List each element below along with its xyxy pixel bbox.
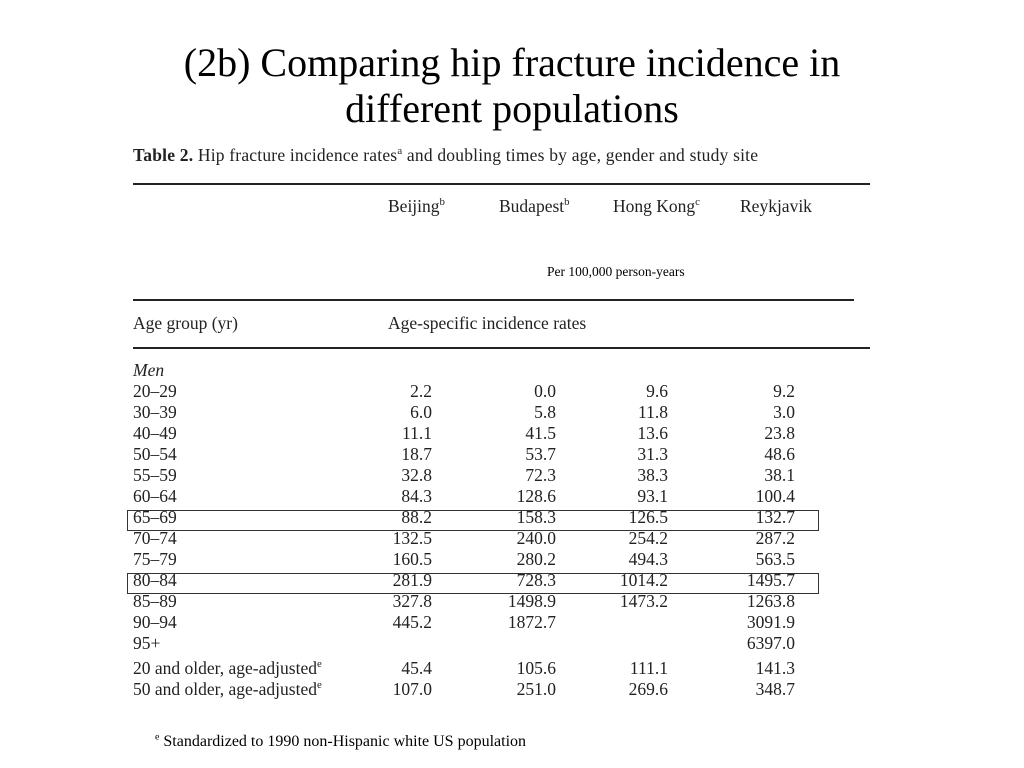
table-top-rule <box>133 183 870 185</box>
table-caption-label: Table 2. <box>133 145 194 165</box>
cell-hong-kong: 13.6 <box>637 423 668 443</box>
cell-beijing: 88.2 <box>401 507 432 527</box>
table-row <box>133 658 833 679</box>
cell-hong-kong: 126.5 <box>628 507 668 527</box>
cell-hong-kong: 494.3 <box>628 549 668 569</box>
cell-budapest: 53.7 <box>525 444 556 464</box>
cell-hong-kong: 269.6 <box>628 679 668 699</box>
cell-reykjavik: 1263.8 <box>746 591 795 611</box>
cell-beijing: 281.9 <box>392 570 432 590</box>
cell-reykjavik: 48.6 <box>764 444 795 464</box>
cell-budapest: 728.3 <box>516 570 556 590</box>
cell-budapest: 280.2 <box>516 549 556 569</box>
table-caption-text: Hip fracture incidence rates <box>197 145 398 165</box>
cell-beijing: 445.2 <box>392 612 432 632</box>
table-row <box>133 612 833 633</box>
row-label: 20–29 <box>133 381 177 401</box>
unit-note: Per 100,000 person-years <box>547 264 685 279</box>
cell-hong-kong: 31.3 <box>637 444 668 464</box>
column-header-budapest: Budapest$^b$ <box>499 196 570 216</box>
cell-reykjavik: 38.1 <box>764 465 795 485</box>
cell-budapest: 251.0 <box>516 679 556 699</box>
cell-reykjavik: 141.3 <box>755 658 795 678</box>
header-mid-rule <box>133 299 854 301</box>
cell-beijing: 18.7 <box>401 444 432 464</box>
cell-beijing: 107.0 <box>392 679 432 699</box>
row-label: 65–69 <box>133 507 177 527</box>
table-row <box>133 444 833 465</box>
cell-reykjavik: 3091.9 <box>746 612 795 632</box>
cell-hong-kong: 254.2 <box>628 528 668 548</box>
table-caption-text-rest: and doubling times by age, gender and study site <box>402 145 759 165</box>
table-row <box>133 402 833 423</box>
cell-budapest: 72.3 <box>525 465 556 485</box>
cell-budapest: 128.6 <box>516 486 556 506</box>
row-label: 70–74 <box>133 528 177 548</box>
cell-beijing: 6.0 <box>410 402 432 422</box>
cell-hong-kong: 38.3 <box>637 465 668 485</box>
table-row <box>133 549 833 570</box>
row-label: 95+ <box>133 633 161 653</box>
footnote-text: Standardized to 1990 non-Hispanic white US population <box>159 733 527 750</box>
cell-reykjavik: 6397.0 <box>746 633 795 653</box>
row-label: 30–39 <box>133 402 177 422</box>
cell-beijing: 84.3 <box>401 486 432 506</box>
table-caption-sup: a <box>397 145 403 158</box>
cell-budapest: 1498.9 <box>507 591 556 611</box>
cell-budapest: 158.3 <box>516 507 556 527</box>
cell-beijing: 45.4 <box>401 658 432 678</box>
table-row <box>133 381 833 402</box>
cell-budapest: 0.0 <box>534 381 556 401</box>
footnote <box>155 733 526 751</box>
cell-reykjavik: 9.2 <box>773 381 795 401</box>
cell-beijing: 132.5 <box>392 528 432 548</box>
cell-reykjavik: 287.2 <box>755 528 795 548</box>
cell-beijing: 2.2 <box>410 381 432 401</box>
cell-hong-kong: 93.1 <box>637 486 668 506</box>
cell-budapest: 240.0 <box>516 528 556 548</box>
cell-reykjavik: 132.7 <box>755 507 795 527</box>
cell-reykjavik: 3.0 <box>773 402 795 422</box>
cell-beijing: 32.8 <box>401 465 432 485</box>
row-label: 60–64 <box>133 486 177 506</box>
table-row <box>133 423 833 444</box>
rates-header: Age-specific incidence rates <box>388 313 587 333</box>
cell-beijing: 160.5 <box>392 549 432 569</box>
header-bottom-rule <box>133 347 870 349</box>
table-row <box>133 633 833 654</box>
row-label: 50 and older, age-adjusted$^e$ <box>133 679 322 699</box>
cell-hong-kong: 1014.2 <box>619 570 668 590</box>
cell-hong-kong: 11.8 <box>638 402 668 422</box>
column-header-beijing: Beijing$^b$ <box>388 196 445 216</box>
table-row <box>133 486 833 507</box>
row-label: 40–49 <box>133 423 177 443</box>
table-caption <box>133 145 758 166</box>
cell-reykjavik: 100.4 <box>755 486 795 506</box>
row-label: 50–54 <box>133 444 177 464</box>
cell-reykjavik: 563.5 <box>755 549 795 569</box>
slide-title-line-1: (2b) Comparing hip fracture incidence in <box>183 40 841 85</box>
table-row <box>133 591 833 612</box>
slide-title <box>0 40 1024 132</box>
slide-title-line-2: different populations <box>345 86 679 131</box>
column-header-hong-kong: Hong Kong$^c$ <box>613 196 700 216</box>
table-row <box>133 679 833 700</box>
cell-hong-kong: 1473.2 <box>619 591 668 611</box>
row-label: 85–89 <box>133 591 177 611</box>
row-label: 80–84 <box>133 570 177 590</box>
cell-beijing: 11.1 <box>402 423 432 443</box>
cell-budapest: 105.6 <box>516 658 556 678</box>
highlight-box-65-69 <box>127 510 819 531</box>
cell-reykjavik: 1495.7 <box>746 570 795 590</box>
cell-hong-kong: 111.1 <box>629 658 668 678</box>
cell-reykjavik: 23.8 <box>764 423 795 443</box>
highlight-box-80-84 <box>127 573 819 594</box>
row-label: 90–94 <box>133 612 177 632</box>
table-row <box>133 465 833 486</box>
section-row-men <box>133 360 833 381</box>
row-label: 75–79 <box>133 549 177 569</box>
cell-beijing: 327.8 <box>392 591 432 611</box>
table-row <box>133 528 833 549</box>
footnote-marker: e <box>155 731 160 743</box>
cell-reykjavik: 348.7 <box>755 679 795 699</box>
column-header-reykjavik: Reykjavik <box>740 196 812 216</box>
row-label: 20 and older, age-adjusted$^e$ <box>133 658 322 678</box>
row-label: 55–59 <box>133 465 177 485</box>
cell-hong-kong: 9.6 <box>646 381 668 401</box>
cell-budapest: 1872.7 <box>507 612 556 632</box>
cell-budapest: 41.5 <box>525 423 556 443</box>
cell-budapest: 5.8 <box>534 402 556 422</box>
section-label: Men <box>133 360 165 380</box>
age-group-header: Age group (yr) <box>133 313 238 333</box>
